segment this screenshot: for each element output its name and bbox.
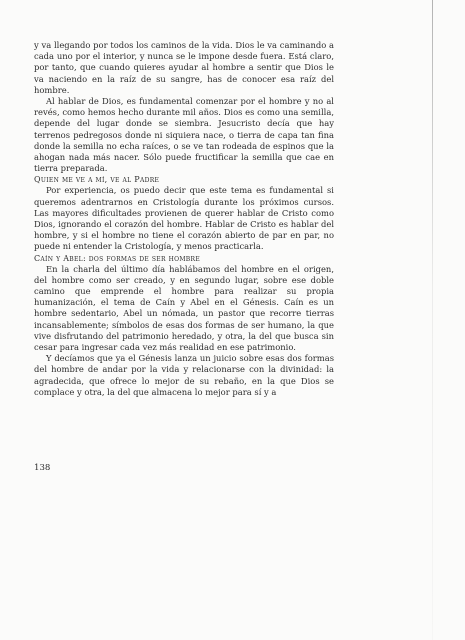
paragraph: Y decíamos que ya el Génesis lanza un juicio sobre esas dos formas del hombre de andar por la vida y relacionarse con la divinidad: la agradecida, que ofrece lo mejor de su rebaño, en la que Dios se complace y otra, la del que almacena lo mejor para sí y a <box>34 353 334 397</box>
section-heading: Caín y Abel: dos formas de ser hombre <box>34 253 201 263</box>
paragraph: En la charla del último día hablábamos del hombre en el origen, del hombre como ser creado, y en segundo lugar, sobre ese doble camino que emprende el hombre para realizar su propia humanización, el tema de Caín y Abel en el Génesis. Caín es un hombre sedentario, Abel un nómada, un pastor que recorre tierras incansablemente; símbolos de esas dos formas de ser humano, la que vive disfrutando del patrimonio heredado, y otra, la del que busca sin cesar para ingresar cada vez más realidad en ese patrimonio. <box>34 263 334 353</box>
page-number: 138 <box>34 463 51 473</box>
section-heading: Quien me ve a mí, ve al Padre <box>34 175 160 185</box>
paragraph: y va llegando por todos los caminos de la vida. Dios le va caminando a cada uno por el interior, y nunca se le impone desde fuera. Está claro, por tanto, que cuando quieres ayudar al hombre a sentir que Dios le va naciendo en la raíz de su sangre, has de conocer esa raíz del hombre. <box>34 40 334 95</box>
paragraph: Por experiencia, os puedo decir que este tema es fundamental si queremos adentrarnos en Cristología durante los próximos cursos. Las mayores dificultades provienen de querer hablar de Cristo como Dios, ignorando el corazón del hombre. Hablar de Cristo es hablar del hombre, y si el hombre no tiene el corazón abierto de par en par, no puede ni entender la Cristología, y menos practicarla. <box>34 185 334 252</box>
page-fold-line <box>432 0 433 640</box>
paragraph: Al hablar de Dios, es fundamental comenzar por el hombre y no al revés, como hemos hecho durante mil años. Dios es como una semilla, depende del lugar donde se siembra. Jesucristo decía que hay terrenos pedregosos donde ni siquiera nace, o tierra de capa tan fina donde la semilla no echa raíces, o se ve tan rodeada de espinos que la ahogan nada más nacer. Sólo puede fructificar la semilla que cae en tierra preparada. <box>34 96 334 174</box>
book-page-text <box>34 40 334 398</box>
